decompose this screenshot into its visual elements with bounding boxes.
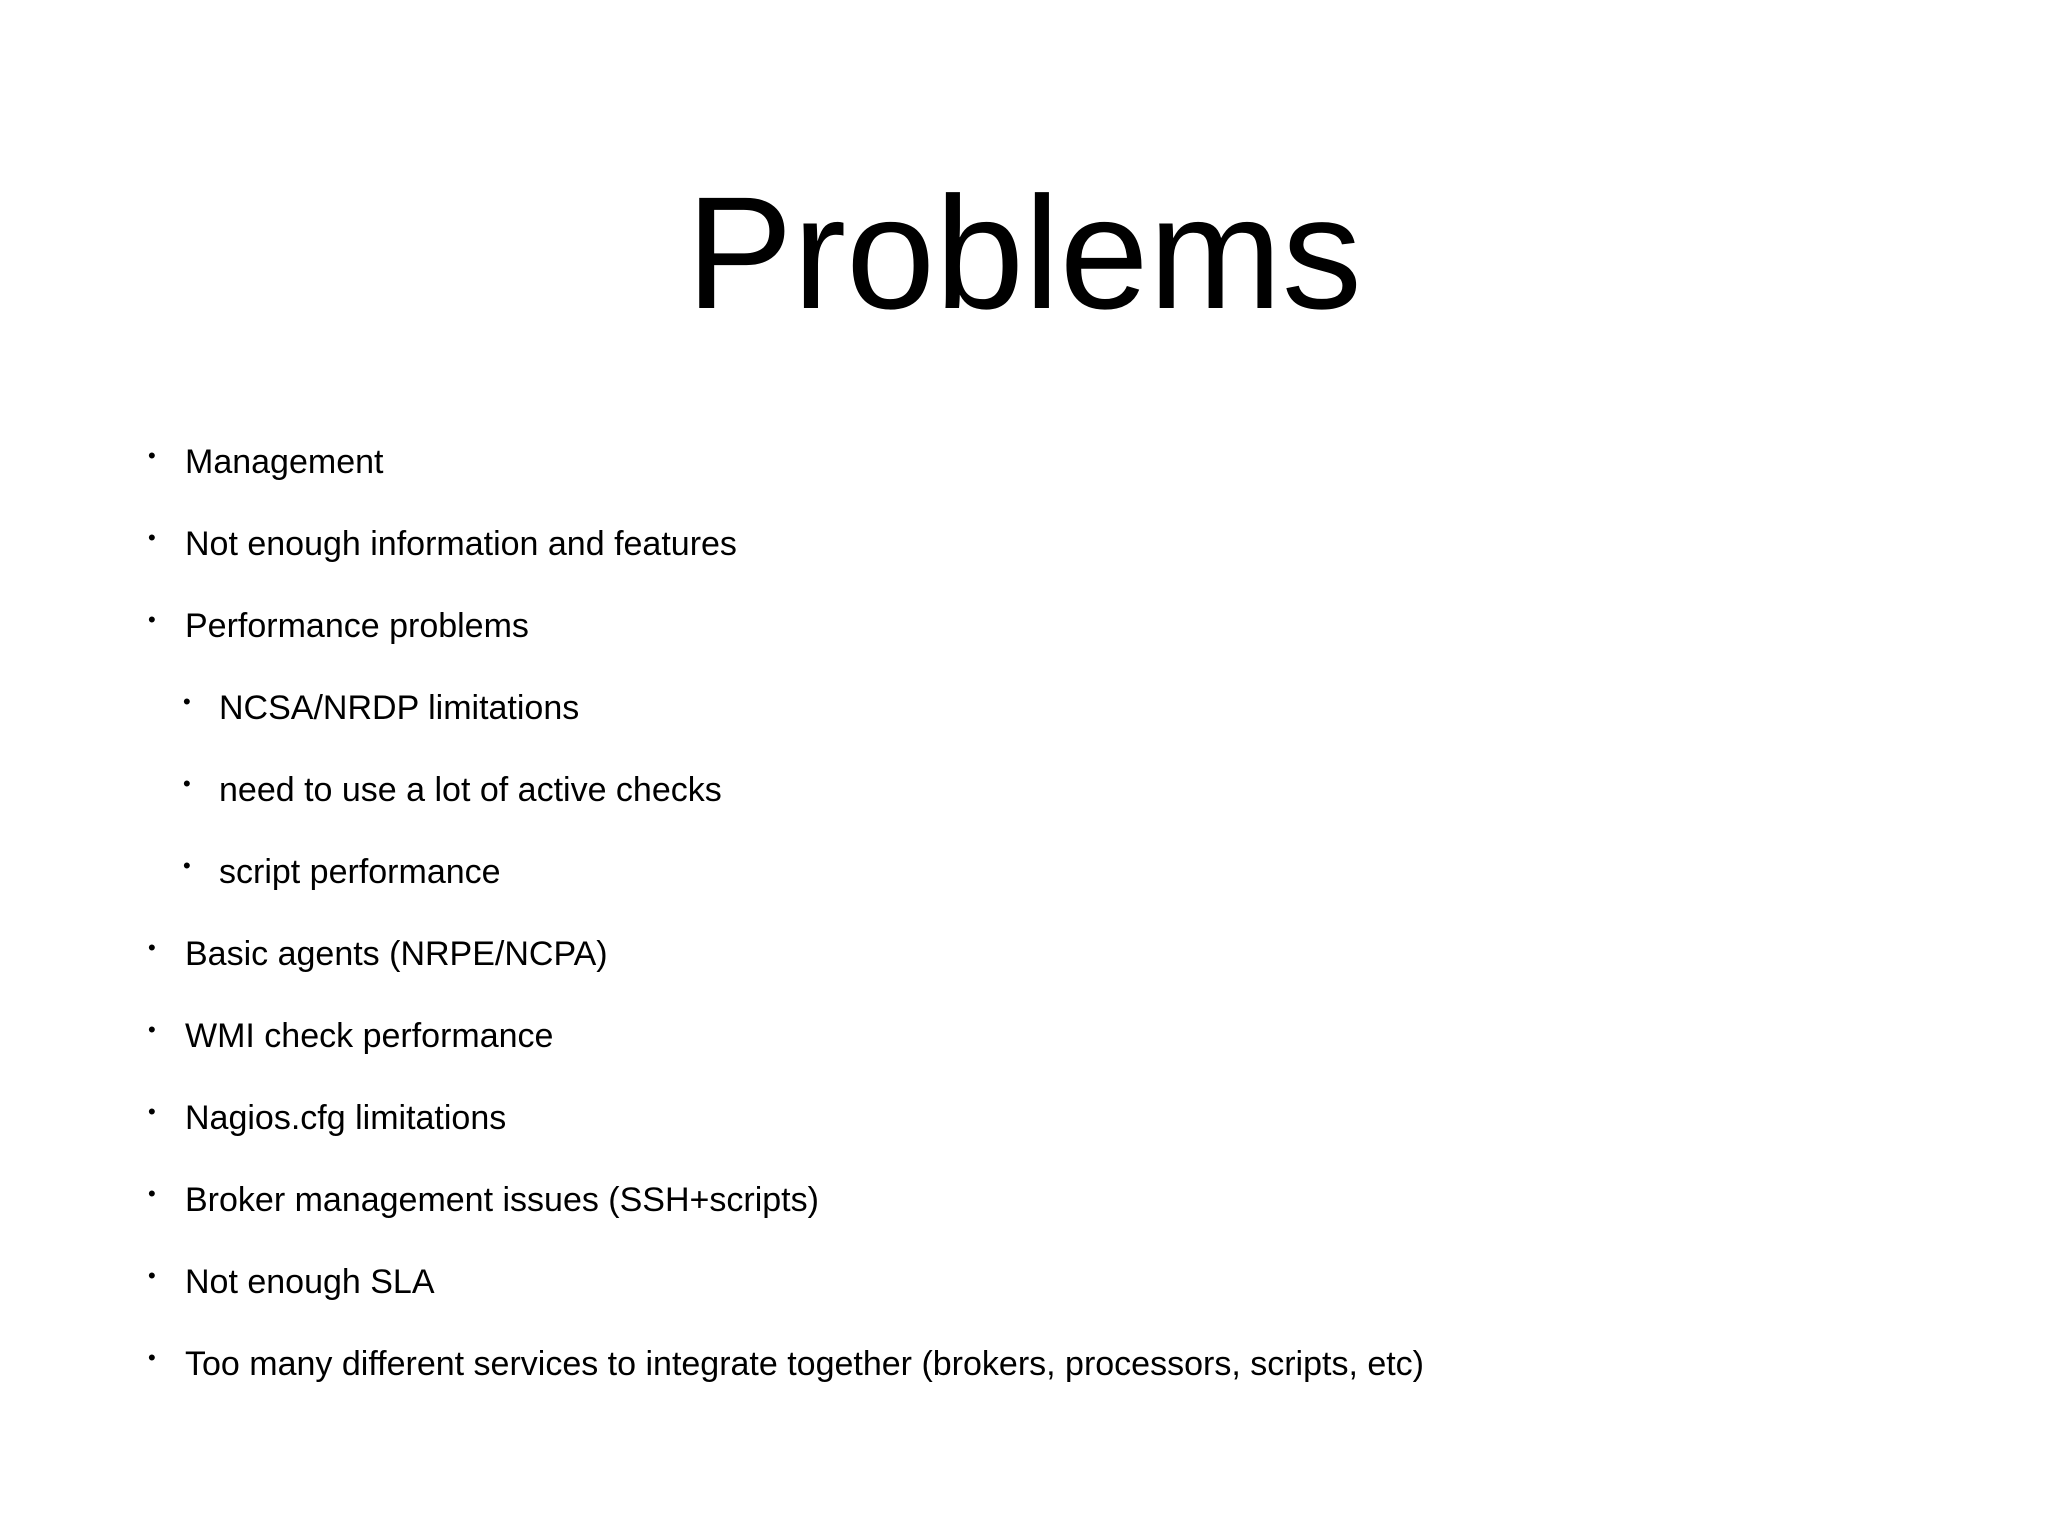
list-item-text: Not enough SLA bbox=[185, 1263, 435, 1301]
sub-list-item bbox=[0, 684, 2048, 766]
bullet-dot: • bbox=[148, 1345, 156, 1370]
list-item-text: Performance problems bbox=[185, 607, 529, 645]
sub-list-item bbox=[0, 848, 2048, 930]
list-item bbox=[0, 1012, 2048, 1094]
bullet-list bbox=[0, 438, 2048, 1422]
bullet-dot: • bbox=[148, 525, 156, 550]
list-item bbox=[0, 438, 2048, 520]
list-item-text: WMI check performance bbox=[185, 1017, 554, 1055]
bullet-dot: • bbox=[148, 1099, 156, 1124]
bullet-dot: • bbox=[183, 853, 191, 878]
bullet-dot: • bbox=[148, 1263, 156, 1288]
list-item bbox=[0, 1094, 2048, 1176]
list-item bbox=[0, 1176, 2048, 1258]
list-item-text: Basic agents (NRPE/NCPA) bbox=[185, 935, 608, 973]
list-item-text: need to use a lot of active checks bbox=[219, 771, 722, 809]
bullet-dot: • bbox=[148, 443, 156, 468]
list-item-text: script performance bbox=[219, 853, 501, 891]
bullet-dot: • bbox=[183, 771, 191, 796]
bullet-dot: • bbox=[148, 935, 156, 960]
bullet-dot: • bbox=[183, 689, 191, 714]
list-item-text: Nagios.cfg limitations bbox=[185, 1099, 507, 1137]
bullet-dot: • bbox=[148, 607, 156, 632]
bullet-dot: • bbox=[148, 1181, 156, 1206]
list-item-text: Broker management issues (SSH+scripts) bbox=[185, 1181, 819, 1219]
list-item bbox=[0, 1340, 2048, 1422]
list-item-text: Management bbox=[185, 443, 384, 481]
list-item bbox=[0, 930, 2048, 1012]
list-item-text: Not enough information and features bbox=[185, 525, 737, 563]
list-item-text: Too many different services to integrate together (brokers, processors, scripts, etc) bbox=[185, 1345, 1425, 1383]
bullet-dot: • bbox=[148, 1017, 156, 1042]
sub-list-item bbox=[0, 766, 2048, 848]
slide-title: Problems bbox=[686, 163, 1362, 342]
list-item bbox=[0, 602, 2048, 684]
list-item bbox=[0, 520, 2048, 602]
list-item-text: NCSA/NRDP limitations bbox=[219, 689, 580, 727]
list-item bbox=[0, 1258, 2048, 1340]
